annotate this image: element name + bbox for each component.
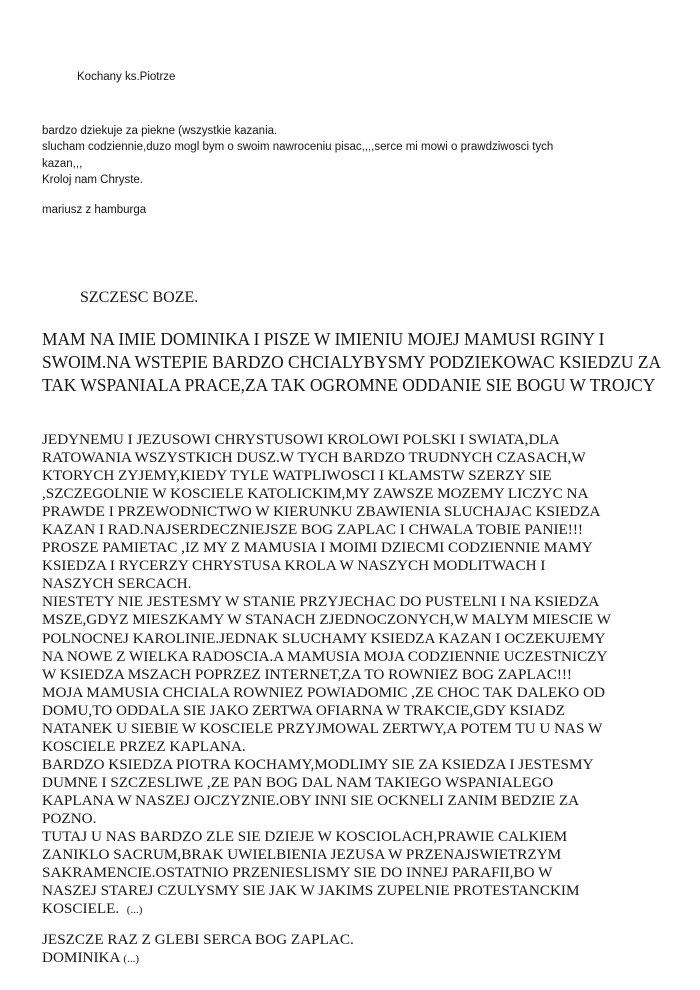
letter2-body-line: KOSCIELE PRZEZ KAPLANA. bbox=[42, 737, 246, 755]
letter2-body-line: DOMU,TO ODDALA SIE JAKO ZERTWA OFIARNA W TRAKCIE,GDY KSIADZ bbox=[42, 701, 566, 719]
letter2-closing-block bbox=[42, 931, 354, 967]
letter2-body-line-text: KOSCIELE. bbox=[42, 900, 120, 918]
letter1-line: bardzo dziekuje za piekne (wszystkie kazania. bbox=[42, 125, 278, 137]
letter2-body-line: MOJA MAMUSIA CHCIALA ROWNIEZ POWIADOMIC ,ZE CHOC TAK DALEKO OD bbox=[42, 683, 605, 701]
letter2-body-line: ZANIKLO SACRUM,BRAK UWIELBIENIA JEZUSA W PRZENAJSWIETRZYM bbox=[42, 846, 562, 864]
letter2-intro-line: MAM NA IMIE DOMINIKA I PISZE W IMIENIU MOJEJ MAMUSI RGINY I bbox=[42, 329, 605, 349]
letter2-body-line: RATOWANIA WSZYSTKICH DUSZ.W TYCH BARDZO TRUDNYCH CZASACH,W bbox=[42, 449, 586, 467]
letter2-signature: DOMINIKA bbox=[42, 949, 120, 966]
letter2-body bbox=[42, 431, 611, 918]
signature-ellipsis: (...) bbox=[123, 953, 139, 965]
letter2-body-line: W KSIEDZA MSZACH POPRZEZ INTERNET,ZA TO ROWNIEZ BOG ZAPLAC!!! bbox=[42, 665, 572, 683]
letter2-body-line: NIESTETY NIE JESTESMY W STANIE PRZYJECHAC DO PUSTELNI I NA KSIEDZA bbox=[42, 593, 600, 611]
letter2-intro-line: SWOIM.NA WSTEPIE BARDZO CHCIALYBYSMY PODZIEKOWAC KSIEDZU ZA bbox=[42, 352, 662, 372]
letter1-line: Kroloj nam Chryste. bbox=[42, 173, 143, 186]
letter1-signature: mariusz z hamburga bbox=[42, 204, 147, 216]
letter2-body-line bbox=[42, 900, 611, 918]
letter2-body-line: NATANEK U SIEBIE W KOSCIELE PRZYJMOWAL ZERTWY,A POTEM TU U NAS W bbox=[42, 719, 603, 737]
letter1-line: kazan,,, bbox=[42, 157, 83, 170]
letter2-body-line: PRAWDE I PRZEWODNICTWO W KIERUNKU ZBAWIENIA SLUCHAJAC KSIEDZA bbox=[42, 503, 601, 521]
letter2-body-line: DUMNE I SZCZESLIWE ,ZE PAN BOG DAL NAM TAKIEGO WSPANIALEGO bbox=[42, 773, 554, 791]
letter2-body-line: JEDYNEMU I JEZUSOWI CHRYSTUSOWI KROLOWI POLSKI I SWIATA,DLA bbox=[42, 431, 560, 448]
letter2-intro-line: TAK WSPANIALA PRACE,ZA TAK OGROMNE ODDANIE SIE BOGU W TROJCY bbox=[42, 375, 656, 395]
letter2-body-line: NASZYCH SERCACH. bbox=[42, 575, 192, 593]
letter2-body-line: KSIEDZA I RYCERZY CHRYSTUSA KROLA W NASZYCH MODLITWACH I bbox=[42, 557, 546, 575]
letter1-greeting: Kochany ks.Piotrze bbox=[77, 71, 176, 83]
letter2-body-line: SAKRAMENCIE.OSTATNIO PRZENIESLISMY SIE DO INNEJ PARAFII,BO W bbox=[42, 864, 553, 882]
letter1-body bbox=[42, 123, 553, 188]
letter2-body-line: MSZE,GDYZ MIESZKAMY W STANACH ZJEDNOCZONYCH,W MALYM MIESCIE W bbox=[42, 611, 611, 629]
letter2-body-line: TUTAJ U NAS BARDZO ZLE SIE DZIEJE W KOSCIOLACH,PRAWIE CALKIEM bbox=[42, 828, 568, 846]
letter2-body-line: KTORYCH ZYJEMY,KIEDY TYLE WATPLIWOSCI I KLAMSTW SZERZY SIE bbox=[42, 467, 552, 485]
body-ellipsis: (...) bbox=[126, 904, 143, 917]
letter2-salutation: SZCZESC BOZE. bbox=[80, 289, 199, 306]
letter2-body-line: POZNO. bbox=[42, 809, 97, 827]
letter2-intro bbox=[42, 328, 661, 397]
letter2-body-line: NASZEJ STAREJ CZULYSMY SIE JAK W JAKIMS ZUPELNIE PROTESTANCKIM bbox=[42, 882, 580, 900]
letter2-body-line: BARDZO KSIEDZA PIOTRA KOCHAMY,MODLIMY SIE ZA KSIEDZA I JESTESMY bbox=[42, 755, 594, 773]
letter2-body-line: KAZAN I RAD.NAJSERDECZNIEJSZE BOG ZAPLAC I CHWALA TOBIE PANIE!!! bbox=[42, 521, 583, 539]
letter2-body-line: ,SZCZEGOLNIE W KOSCIELE KATOLICKIM,MY ZAWSZE MOZEMY LICZYC NA bbox=[42, 485, 589, 503]
letter2-body-line: PROSZE PAMIETAC ,IZ MY Z MAMUSIA I MOIMI DZIECMI CODZIENNIE MAMY bbox=[42, 539, 593, 557]
letter2-body-line: NA NOWE Z WIELKA RADOSCIA.A MAMUSIA MOJA CODZIENNIE UCZESTNICZY bbox=[42, 647, 608, 665]
letter2-closing: JESZCZE RAZ Z GLEBI SERCA BOG ZAPLAC. bbox=[42, 931, 354, 948]
letter2-signature-line bbox=[42, 949, 354, 967]
letter2-body-line: POLNOCNEJ KAROLINIE.JEDNAK SLUCHAMY KSIEDZA KAZAN I OCZEKUJEMY bbox=[42, 629, 606, 647]
letter1-line: slucham codziennie,duzo mogl bym o swoim nawroceniu pisac,,,,serce mi mowi o prawdziwosci tych bbox=[42, 141, 554, 154]
letter2-body-line: KAPLANA W NASZEJ OJCZYZNIE.OBY INNI SIE OCKNELI ZANIM BEDZIE ZA bbox=[42, 791, 580, 809]
